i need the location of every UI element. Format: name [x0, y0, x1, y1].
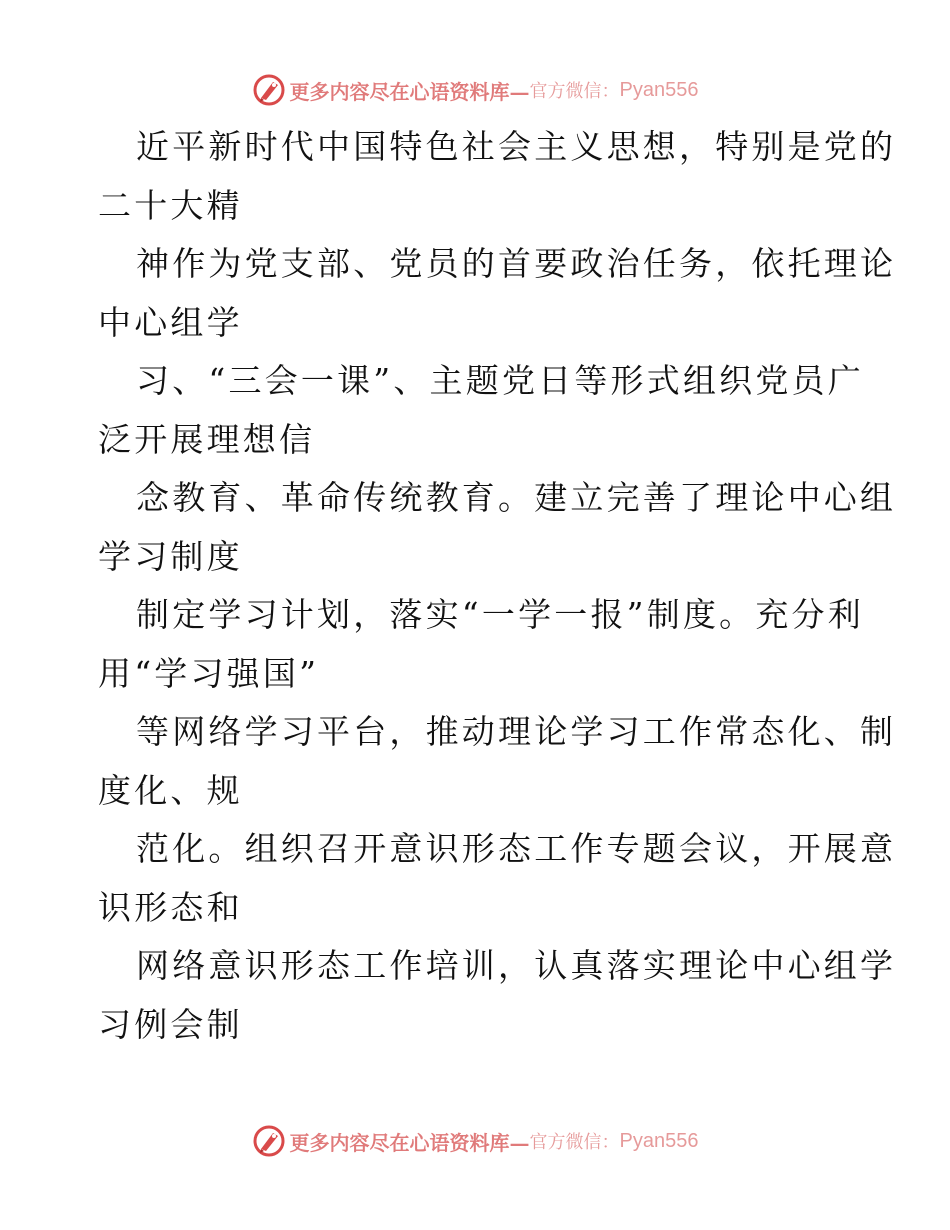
text-line: 识形态和 — [98, 887, 243, 927]
pen-nib-logo-icon — [252, 73, 286, 107]
text-line: 习例会制 — [98, 1004, 243, 1044]
text-line: 念教育、革命传统教育。建立完善了理论中心组 — [136, 478, 897, 517]
text-line: 中心组学 — [98, 302, 243, 342]
text-line: 神作为党支部、党员的首要政治任务，依托理论 — [136, 244, 897, 283]
text-line: 学习制度 — [98, 536, 243, 576]
text-line: 制定学习计划，落实“一学一报”制度。充分利 — [136, 595, 864, 634]
footer-watermark — [0, 1121, 950, 1161]
text-line: 习、“三会一课”、主题党日等形式组织党员广 — [136, 361, 864, 400]
header-watermark — [0, 70, 950, 110]
footer-wechat-id: Pyan556 — [619, 1129, 699, 1152]
text-line: 二十大精 — [98, 185, 243, 225]
pen-nib-logo-icon — [252, 1124, 286, 1158]
text-line: 泛开展理想信 — [98, 419, 316, 459]
footer-brand-text: 更多内容尽在心语资料库— — [289, 1130, 530, 1155]
header-brand-text: 更多内容尽在心语资料库— — [289, 79, 530, 104]
header-wechat-id: Pyan556 — [619, 78, 699, 101]
footer-wechat-label: 官方微信： — [529, 1132, 620, 1153]
text-line: 网络意识形态工作培训，认真落实理论中心组学 — [136, 946, 897, 985]
header-wechat-label: 官方微信： — [529, 81, 620, 102]
text-line: 用“学习强国” — [98, 653, 320, 693]
text-line: 近平新时代中国特色社会主义思想，特别是党的 — [136, 127, 897, 166]
text-line: 范化。组织召开意识形态工作专题会议，开展意 — [136, 829, 897, 868]
document-body — [98, 118, 897, 1054]
text-line: 等网络学习平台，推动理论学习工作常态化、制 — [136, 712, 897, 751]
text-line: 度化、规 — [98, 770, 243, 810]
